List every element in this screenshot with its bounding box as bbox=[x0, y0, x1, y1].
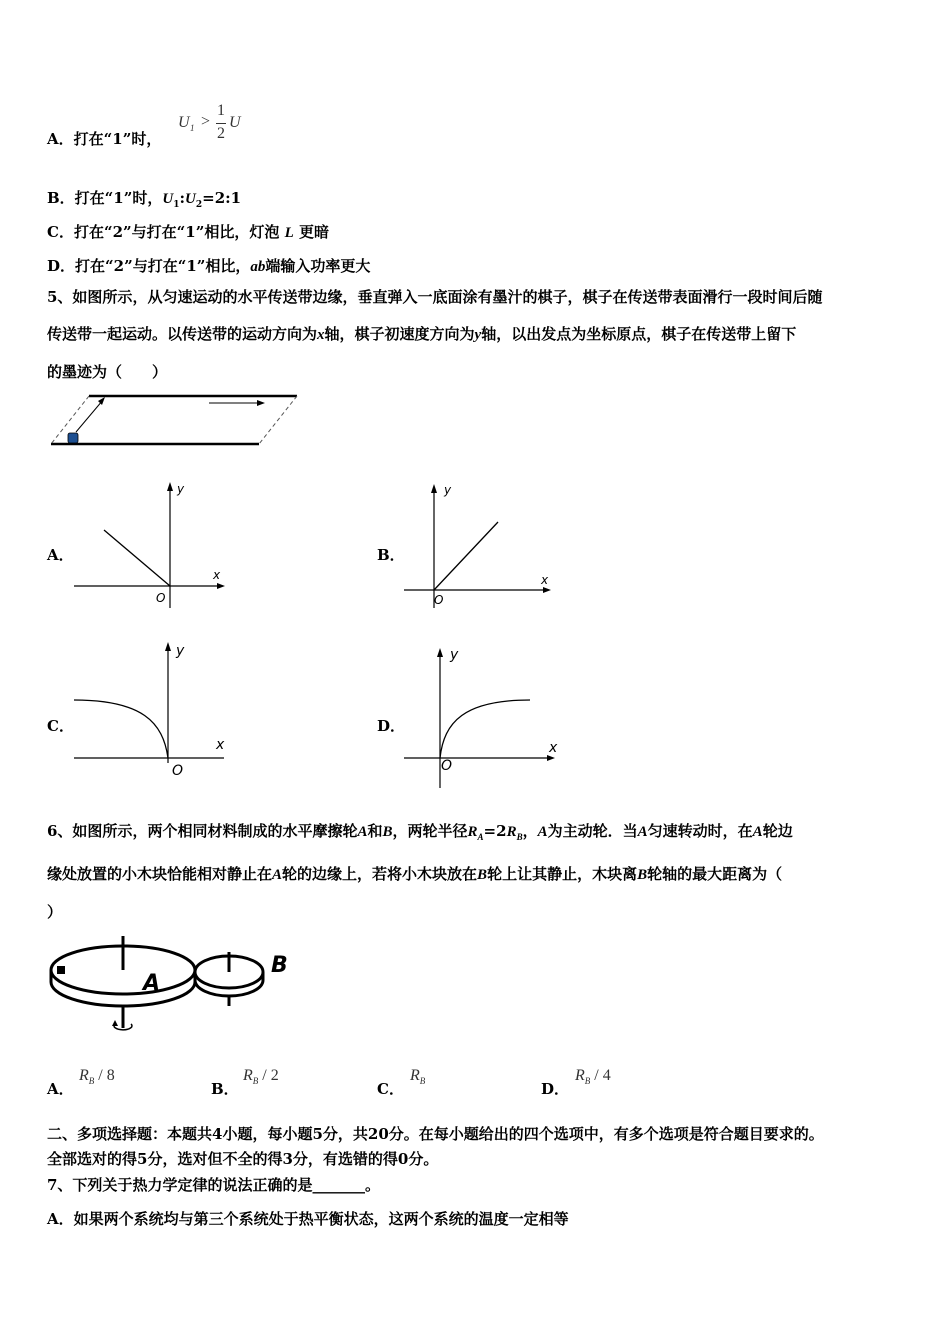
section-2-line-1: 二、多项选择题：本题共4小题，每小题5分，共20分。在每小题给出的四个选项中，有多个选项是符合题目要求的。 bbox=[47, 1125, 824, 1143]
conveyor-belt-figure bbox=[45, 390, 305, 450]
q5-line-2-a: 传送带一起运动。以传送带的运动方向为 bbox=[47, 325, 318, 343]
q6-line-2-b: 轮的边缘上，若将小木块放在 bbox=[282, 865, 478, 883]
formula-num: 1 bbox=[217, 102, 225, 119]
sub-b: B bbox=[516, 832, 523, 842]
q7-option-a: A．如果两个系统均与第三个系统处于热平衡状态，这两个系统的温度一定相等 bbox=[47, 1210, 569, 1228]
colon: : bbox=[179, 189, 186, 207]
x-label: x bbox=[213, 568, 221, 582]
var-y: y bbox=[474, 327, 482, 343]
origin-label: O bbox=[441, 758, 453, 774]
q6-line-3: ） bbox=[47, 903, 63, 921]
q4-option-c bbox=[47, 221, 329, 242]
q6-option-c-formula bbox=[410, 1067, 425, 1086]
q6-line-1-d: 为主动轮．当 bbox=[547, 822, 638, 840]
var-ab: ab bbox=[250, 259, 266, 275]
var-r: R bbox=[243, 1067, 253, 1084]
q5-graph-a bbox=[70, 478, 240, 613]
q5-line-2 bbox=[47, 316, 907, 354]
var-u2: U bbox=[185, 191, 196, 207]
formula-fraction-bar bbox=[216, 123, 226, 124]
section-2-line-2: 全部选对的得5分，选对但不全的得3分，有选错的得0分。 bbox=[47, 1150, 439, 1168]
formula-gt: > bbox=[201, 113, 211, 130]
var-b2: B bbox=[477, 867, 488, 883]
wooden-block-icon bbox=[57, 966, 65, 974]
chess-launch-arrow bbox=[76, 400, 103, 432]
sub-a: A bbox=[477, 832, 484, 842]
q6-line-1-f: 轮边 bbox=[762, 822, 793, 840]
q5-option-c-label: C． bbox=[47, 717, 74, 735]
sub-b: B bbox=[584, 1076, 591, 1087]
origin-label: O bbox=[156, 591, 166, 605]
var-r: R bbox=[79, 1067, 89, 1084]
belt-direction-arrowhead bbox=[257, 400, 265, 406]
sub-1: 1 bbox=[173, 200, 180, 210]
var-rb: R bbox=[506, 824, 517, 840]
var-ra: R bbox=[467, 824, 478, 840]
q6-line-1-b: ，两轮半径 bbox=[392, 822, 468, 840]
sub-2: 2 bbox=[195, 200, 203, 210]
q5-stem bbox=[47, 279, 907, 391]
q6-line-2 bbox=[47, 856, 907, 894]
q5-option-d-label: D． bbox=[377, 717, 406, 735]
formula-u1: U bbox=[178, 114, 190, 131]
q4-option-a-formula bbox=[176, 104, 256, 150]
q4-option-a-text: A．打在“1”时， bbox=[47, 130, 162, 148]
var-b: B bbox=[382, 824, 393, 840]
y-axis-arrowhead bbox=[437, 648, 443, 657]
q6-option-b-formula bbox=[243, 1067, 279, 1086]
origin-label: O bbox=[172, 763, 184, 779]
y-label: y bbox=[176, 643, 185, 659]
and: 和 bbox=[367, 822, 383, 840]
q4-option-b-text: B．打在“1”时， bbox=[47, 189, 163, 207]
y-axis-arrowhead bbox=[165, 642, 171, 651]
q4-option-d-text: D．打在“2”与打在“1”相比， bbox=[47, 257, 251, 275]
x-axis-arrowhead bbox=[543, 587, 551, 593]
var-a: A bbox=[357, 824, 368, 840]
q6-line-2-a: 缘处放置的小木块恰能相对静止在 bbox=[47, 865, 273, 883]
q5-line-1: 5、如图所示，从匀速运动的水平传送带边缘，垂直弹入一底面涂有墨汁的棋子，棋子在传送带表面滑行一段时间后随 bbox=[47, 288, 823, 306]
chess-piece-icon bbox=[68, 433, 78, 443]
sub-b: B bbox=[252, 1076, 259, 1087]
formula-u: U bbox=[229, 114, 241, 131]
y-axis-arrowhead bbox=[167, 482, 173, 491]
q6-line-1 bbox=[47, 813, 907, 856]
q5-option-b-label: B． bbox=[377, 546, 405, 564]
ratio: =2:1 bbox=[202, 189, 242, 207]
formula-sub1: 1 bbox=[190, 123, 195, 133]
q4-option-d bbox=[47, 255, 370, 276]
chess-launch-arrowhead bbox=[98, 397, 105, 405]
var-a4: A bbox=[752, 824, 763, 840]
q5-line-2-b: 轴，棋子初速度方向为 bbox=[324, 325, 475, 343]
q4-option-c-text: C．打在“2”与打在“1”相比，灯泡 bbox=[47, 223, 280, 241]
q6-option-d-formula bbox=[575, 1067, 611, 1086]
q6-option-c-label: C． bbox=[377, 1080, 404, 1098]
y-axis-arrowhead bbox=[431, 484, 437, 493]
x-label: x bbox=[549, 740, 558, 756]
q6-option-b-label: B． bbox=[211, 1080, 239, 1098]
wheel-b-label: B bbox=[271, 953, 288, 978]
y-label: y bbox=[444, 483, 452, 497]
trace-curve bbox=[440, 700, 530, 758]
trace-curve bbox=[74, 700, 168, 758]
x-label: x bbox=[541, 573, 549, 587]
var-u1: U bbox=[162, 191, 174, 207]
sub-b: B bbox=[419, 1076, 426, 1087]
q5-line-2-c: 轴，以出发点为坐标原点，棋子在传送带上留下 bbox=[481, 325, 797, 343]
trace-line bbox=[434, 522, 498, 590]
origin-label: O bbox=[434, 593, 444, 607]
trace-line bbox=[104, 530, 170, 586]
q5-graph-b bbox=[400, 478, 570, 613]
q6-option-d-label: D． bbox=[541, 1080, 570, 1098]
div-4: / 4 bbox=[590, 1067, 611, 1084]
var-r: R bbox=[575, 1067, 585, 1084]
q5-line-3: 的墨迹为（ ） bbox=[47, 363, 168, 381]
q6-stem bbox=[47, 813, 907, 931]
var-a5: A bbox=[272, 867, 283, 883]
div-8: / 8 bbox=[94, 1067, 115, 1084]
q5-graph-c bbox=[70, 638, 240, 788]
var-a2: A bbox=[537, 824, 548, 840]
var-a3: A bbox=[637, 824, 648, 840]
q4-option-a bbox=[47, 128, 161, 149]
rotation-arrowhead bbox=[112, 1020, 118, 1026]
q4-option-b bbox=[47, 187, 241, 210]
x-axis-arrowhead bbox=[217, 583, 225, 589]
q6-line-2-c: 轮上让其静止，木块离 bbox=[487, 865, 638, 883]
q6-line-1-c: ， bbox=[522, 822, 538, 840]
var-b3: B bbox=[637, 867, 648, 883]
q4-option-d-tail: 端输入功率更大 bbox=[265, 257, 371, 275]
sub-b: B bbox=[88, 1076, 95, 1087]
q4-option-c-tail: 更暗 bbox=[298, 223, 329, 241]
q6-option-a-formula bbox=[79, 1067, 115, 1086]
var-r: R bbox=[410, 1067, 420, 1084]
var-l: L bbox=[284, 225, 294, 241]
q6-line-2-d: 轮轴的最大距离为（ bbox=[647, 865, 783, 883]
belt-right-edge bbox=[259, 396, 297, 444]
div-2: / 2 bbox=[258, 1067, 279, 1084]
y-label: y bbox=[177, 482, 185, 496]
q7-stem: 7、下列关于热力学定律的说法正确的是_______。 bbox=[47, 1176, 380, 1194]
q5-graph-d bbox=[400, 638, 570, 788]
friction-wheels-figure bbox=[45, 930, 305, 1048]
q6-line-1-a: 6、如图所示，两个相同材料制成的水平摩擦轮 bbox=[47, 822, 358, 840]
q5-option-a-label: A． bbox=[47, 546, 74, 564]
formula-den: 2 bbox=[217, 125, 225, 142]
wheel-a-label: A bbox=[143, 971, 161, 996]
q6-option-a-label: A． bbox=[47, 1080, 74, 1098]
section-2-header bbox=[47, 1122, 917, 1172]
eq: =2 bbox=[483, 822, 507, 840]
var-x: x bbox=[317, 327, 325, 343]
q6-line-1-e: 匀速转动时，在 bbox=[647, 822, 753, 840]
y-label: y bbox=[450, 647, 459, 663]
x-label: x bbox=[216, 737, 225, 753]
